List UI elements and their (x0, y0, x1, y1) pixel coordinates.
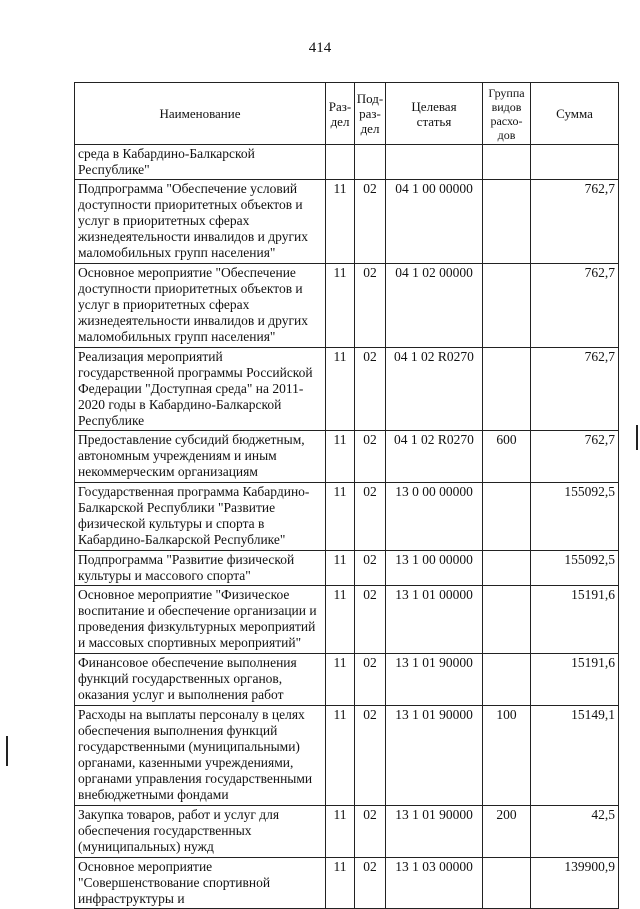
row-podrazdel-cell: 02 (355, 180, 386, 264)
header-razdel: Раз- дел (326, 83, 355, 145)
row-razdel-cell: 11 (326, 806, 355, 858)
row-sum-cell: 42,5 (531, 806, 619, 858)
row-razdel-cell: 11 (326, 431, 355, 483)
table-row (75, 431, 619, 483)
row-razdel-cell: 11 (326, 654, 355, 706)
row-sum-cell: 139900,9 (531, 858, 619, 909)
row-group-cell (483, 858, 531, 909)
budget-table (74, 82, 619, 909)
row-target-cell: 04 1 02 R0270 (386, 431, 483, 483)
row-group-cell (483, 551, 531, 586)
row-razdel-cell: 11 (326, 706, 355, 806)
row-podrazdel-cell: 02 (355, 586, 386, 654)
row-name-cell: Закупка товаров, работ и услуг для обеспечения государственных (муниципальных) нужд (75, 806, 326, 858)
table-row (75, 551, 619, 586)
row-name-cell: Подпрограмма "Обеспечение условий доступности приоритетных объектов и услуг в приоритетных сферах жизнедеятельности инвалидов и других маломобильных групп населения" (75, 180, 326, 264)
row-sum-cell (531, 145, 619, 180)
row-target-cell: 13 1 01 90000 (386, 706, 483, 806)
row-podrazdel-cell: 02 (355, 806, 386, 858)
row-sum-cell: 762,7 (531, 431, 619, 483)
row-razdel-cell (326, 145, 355, 180)
row-sum-cell: 15191,6 (531, 586, 619, 654)
row-razdel-cell: 11 (326, 483, 355, 551)
row-group-cell (483, 180, 531, 264)
row-group-cell (483, 483, 531, 551)
row-sum-cell: 15149,1 (531, 706, 619, 806)
row-razdel-cell: 11 (326, 264, 355, 348)
row-target-cell: 13 1 03 00000 (386, 858, 483, 909)
header-name: Наименование (75, 83, 326, 145)
row-name-cell: Основное мероприятие "Совершенствование спортивной инфраструктуры и (75, 858, 326, 909)
row-sum-cell: 155092,5 (531, 483, 619, 551)
table-row (75, 264, 619, 348)
row-podrazdel-cell (355, 145, 386, 180)
row-name-cell: Основное мероприятие "Физическое воспитание и обеспечение организации и проведения физкультурных мероприятий и массовых спортивных мероприятий" (75, 586, 326, 654)
row-group-cell (483, 654, 531, 706)
row-group-cell (483, 264, 531, 348)
row-podrazdel-cell: 02 (355, 348, 386, 431)
table-row (75, 483, 619, 551)
row-sum-cell: 15191,6 (531, 654, 619, 706)
row-name-cell: Предоставление субсидий бюджетным, автономным учреждениям и иным некоммерческим организациям (75, 431, 326, 483)
row-name-cell: Основное мероприятие "Обеспечение доступности приоритетных объектов и услуг в приоритетных сферах жизнедеятельности инвалидов и других маломобильных групп населения" (75, 264, 326, 348)
row-razdel-cell: 11 (326, 348, 355, 431)
scan-edge-mark (6, 736, 8, 766)
row-podrazdel-cell: 02 (355, 264, 386, 348)
row-sum-cell: 762,7 (531, 348, 619, 431)
header-group: Группа видов расхо- дов (483, 83, 531, 145)
scan-edge-mark (636, 425, 638, 450)
row-podrazdel-cell: 02 (355, 483, 386, 551)
table-row (75, 145, 619, 180)
row-target-cell: 13 1 01 00000 (386, 586, 483, 654)
row-target-cell: 04 1 00 00000 (386, 180, 483, 264)
table-row (75, 586, 619, 654)
row-name-cell: Финансовое обеспечение выполнения функций государственных органов, оказания услуг и выполнения работ (75, 654, 326, 706)
row-target-cell: 04 1 02 00000 (386, 264, 483, 348)
row-sum-cell: 762,7 (531, 180, 619, 264)
row-razdel-cell: 11 (326, 858, 355, 909)
row-name-cell: Государственная программа Кабардино-Балкарской Республики "Развитие физической культуры и спорта в Кабардино-Балкарской Республике" (75, 483, 326, 551)
row-target-cell: 04 1 02 R0270 (386, 348, 483, 431)
row-podrazdel-cell: 02 (355, 706, 386, 806)
row-group-cell (483, 145, 531, 180)
row-razdel-cell: 11 (326, 180, 355, 264)
row-group-cell (483, 586, 531, 654)
row-name-cell: среда в Кабардино-Балкарской Республике" (75, 145, 326, 180)
row-group-cell: 600 (483, 431, 531, 483)
row-razdel-cell: 11 (326, 551, 355, 586)
row-podrazdel-cell: 02 (355, 431, 386, 483)
table-row (75, 858, 619, 909)
header-target: Целевая статья (386, 83, 483, 145)
row-target-cell: 13 1 01 90000 (386, 806, 483, 858)
page-number: 414 (308, 40, 332, 56)
row-podrazdel-cell: 02 (355, 551, 386, 586)
row-target-cell: 13 0 00 00000 (386, 483, 483, 551)
row-razdel-cell: 11 (326, 586, 355, 654)
table-row (75, 180, 619, 264)
row-group-cell: 100 (483, 706, 531, 806)
row-group-cell (483, 348, 531, 431)
table-header-row (75, 83, 619, 145)
header-sum: Сумма (531, 83, 619, 145)
row-target-cell (386, 145, 483, 180)
row-target-cell: 13 1 01 90000 (386, 654, 483, 706)
table-row (75, 806, 619, 858)
row-sum-cell: 762,7 (531, 264, 619, 348)
table-row (75, 654, 619, 706)
row-name-cell: Реализация мероприятий государственной программы Российской Федерации "Доступная среда" на 2011-2020 годы в Кабардино-Балкарской Республике (75, 348, 326, 431)
row-name-cell: Расходы на выплаты персоналу в целях обеспечения выполнения функций государственными (муниципальными) органами, казенными учреждениями, органами управления государственными внебюджетными фондами (75, 706, 326, 806)
row-podrazdel-cell: 02 (355, 858, 386, 909)
row-group-cell: 200 (483, 806, 531, 858)
row-podrazdel-cell: 02 (355, 654, 386, 706)
table-row (75, 348, 619, 431)
row-name-cell: Подпрограмма "Развитие физической культуры и массового спорта" (75, 551, 326, 586)
table-row (75, 706, 619, 806)
row-target-cell: 13 1 00 00000 (386, 551, 483, 586)
header-podrazdel: Под- раз- дел (355, 83, 386, 145)
row-sum-cell: 155092,5 (531, 551, 619, 586)
